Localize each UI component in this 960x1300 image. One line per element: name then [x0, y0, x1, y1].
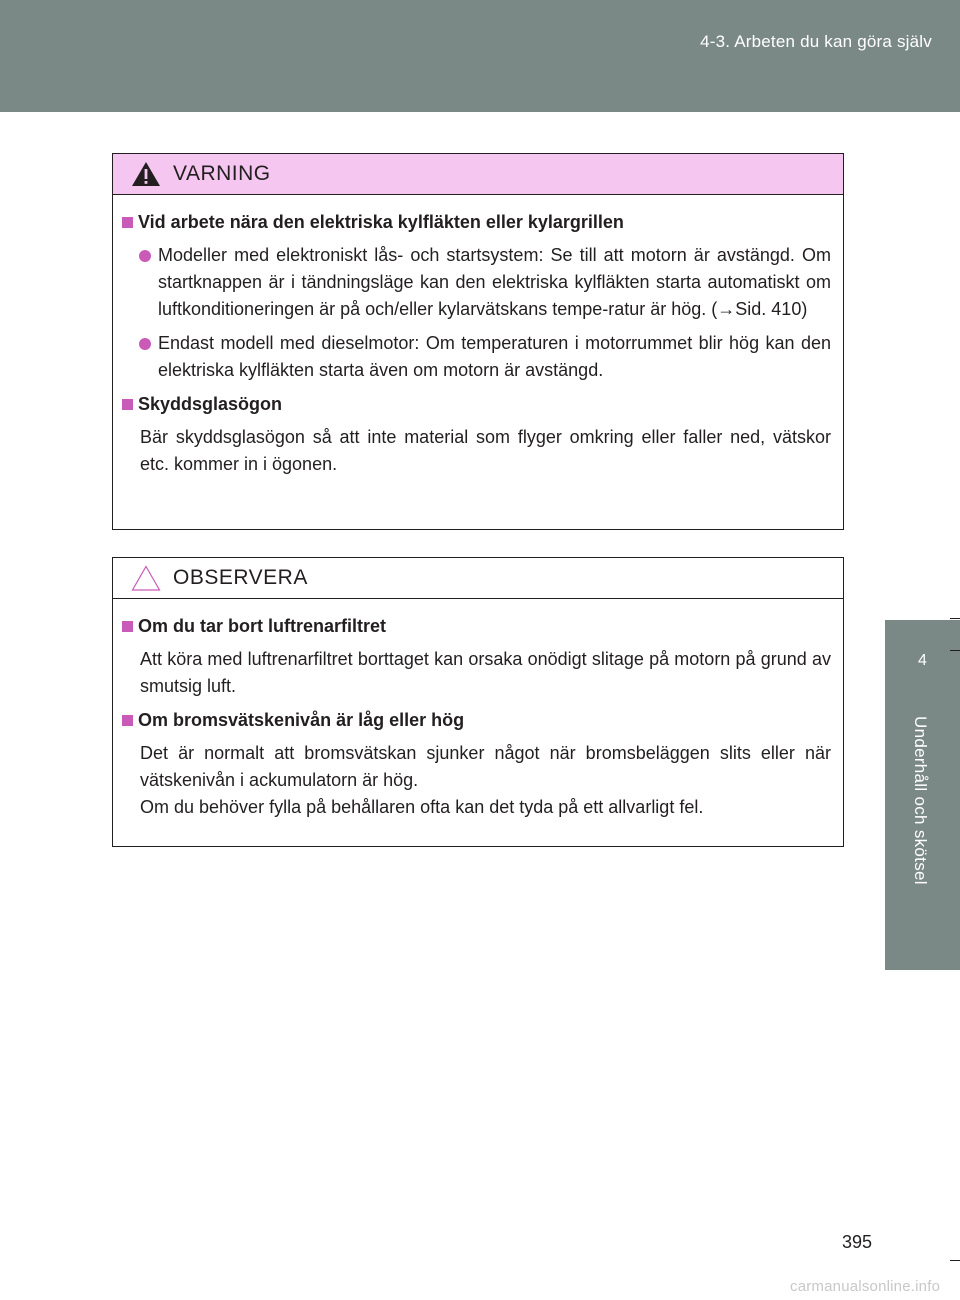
- notice-section2-text2: Om du behöver fylla på behållaren ofta kan det tyda på ett allvarligt fel.: [140, 797, 704, 817]
- round-bullet-icon: [139, 250, 151, 262]
- warning-bullet: [121, 330, 831, 384]
- notice-body: [113, 599, 843, 821]
- notice-section2-text1: Det är normalt att bromsvätskan sjunker något när bromsbeläggen slits eller när vätskenivån i ackumulatorn är hög.: [140, 743, 831, 790]
- square-bullet-icon: [122, 217, 133, 228]
- notice-section-heading: [121, 613, 831, 640]
- chapter-number: 4: [918, 652, 927, 669]
- warning-triangle-icon: [131, 161, 161, 187]
- page-number: 395: [841, 1232, 872, 1252]
- warning-section2-text: Bär skyddsglasögon så att inte material som flyger omkring eller faller ned, vätskor etc. kommer in i ögonen.: [140, 427, 831, 474]
- warning-section-heading: [121, 391, 831, 418]
- page-tick-mark: [950, 1260, 960, 1261]
- tab-tick-mark: [950, 650, 960, 651]
- header-band: [0, 0, 960, 112]
- round-bullet-icon: [139, 338, 151, 350]
- warning-box: [112, 153, 844, 530]
- chapter-label-tab: [885, 700, 960, 970]
- section-header: 4-3. Arbeten du kan göra själv: [700, 32, 932, 51]
- warning-section-heading: [121, 209, 831, 236]
- watermark: carmanualsonline.info: [790, 1278, 941, 1295]
- notice-section1-title: Om du tar bort luftrenarfiltret: [138, 616, 387, 636]
- notice-title: OBSERVERA: [173, 566, 308, 589]
- warning-bullet: [121, 242, 831, 323]
- tab-tick-mark: [950, 618, 960, 619]
- chapter-tab[interactable]: [885, 620, 960, 700]
- warning-bullet1-text: Modeller med elektroniskt lås- och startsystem: Se till att motorn är avstängd. Om startknappen är i tändningsläge kan den elektriska kylfläkten starta automatiskt om luftkonditioneringen är på och/eller kylarvätskans tempe-ratur är hög. (→Sid. 410): [158, 245, 831, 319]
- square-bullet-icon: [122, 715, 133, 726]
- notice-section1-text: Att köra med luftrenarfiltret borttaget kan orsaka onödigt slitage på motorn på grund av smutsig luft.: [140, 649, 831, 696]
- warning-title: VARNING: [173, 162, 271, 185]
- warning-section2-title: Skyddsglasögon: [138, 394, 283, 414]
- warning-bullet2-text: Endast modell med dieselmotor: Om temperaturen i motorrummet blir hög kan den elektriska kylfläkten starta även om motorn är avstängd.: [158, 333, 831, 380]
- notice-section2-title: Om bromsvätskenivån är låg eller hög: [138, 710, 465, 730]
- warning-section1-title: Vid arbete nära den elektriska kylfläkten eller kylargrillen: [138, 212, 624, 232]
- caution-triangle-icon: [131, 565, 161, 591]
- notice-header: [113, 558, 843, 599]
- notice-section-heading: [121, 707, 831, 734]
- square-bullet-icon: [122, 621, 133, 632]
- notice-box: [112, 557, 844, 847]
- warning-header: [113, 154, 843, 195]
- chapter-label: Underhåll och skötsel: [911, 716, 930, 885]
- warning-body: [113, 195, 843, 478]
- square-bullet-icon: [122, 399, 133, 410]
